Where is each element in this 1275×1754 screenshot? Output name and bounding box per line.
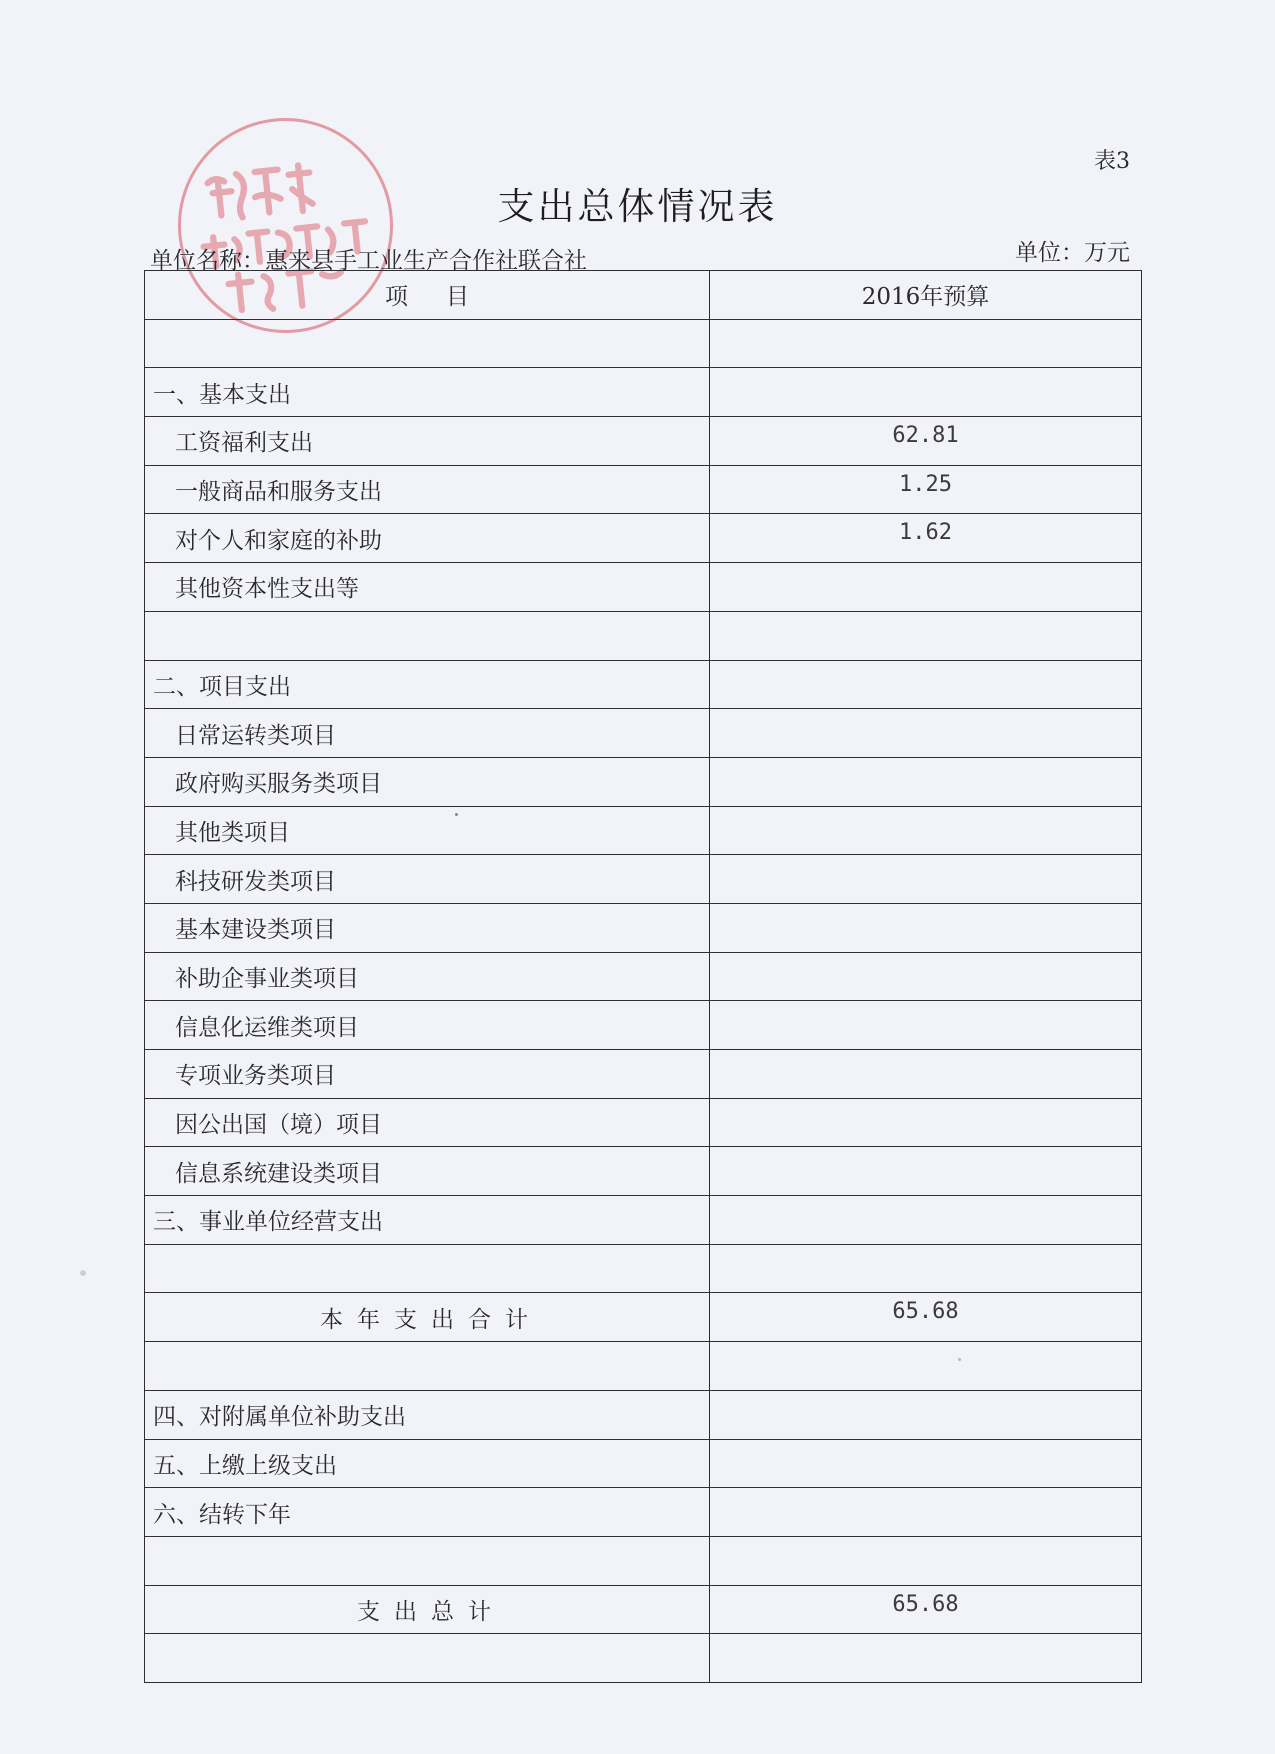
item-cell: 信息化运维类项目 <box>145 1001 710 1050</box>
table-row <box>145 417 1142 466</box>
item-cell <box>145 1536 710 1585</box>
organization-label: 单位名称：惠来县手工业生产合作社联合社 <box>150 248 587 274</box>
item-cell <box>145 1634 710 1683</box>
value-cell <box>710 1244 1142 1293</box>
item-cell: 一般商品和服务支出 <box>145 465 710 514</box>
value-cell <box>710 1196 1142 1245</box>
table-number: 表3 <box>1094 149 1130 174</box>
value-cell <box>710 1488 1142 1537</box>
table-row <box>145 514 1142 563</box>
item-cell <box>145 319 710 368</box>
item-cell: 四、对附属单位补助支出 <box>145 1390 710 1439</box>
table-row <box>145 1147 1142 1196</box>
table-row <box>145 1488 1142 1537</box>
table-row <box>145 903 1142 952</box>
value-cell <box>710 903 1142 952</box>
value-cell <box>710 660 1142 709</box>
item-cell: 信息系统建设类项目 <box>145 1147 710 1196</box>
grand-total-label-cell: 支出总计 <box>145 1585 710 1634</box>
item-cell: 基本建设类项目 <box>145 903 710 952</box>
table-row <box>145 1098 1142 1147</box>
item-cell: 六、结转下年 <box>145 1488 710 1537</box>
item-cell: 补助企事业类项目 <box>145 952 710 1001</box>
scan-speck <box>958 1358 961 1361</box>
scan-speck <box>455 813 458 816</box>
value-cell <box>710 855 1142 904</box>
table-row <box>145 806 1142 855</box>
item-cell: 一、基本支出 <box>145 368 710 417</box>
item-cell: 二、项目支出 <box>145 660 710 709</box>
table-row <box>145 757 1142 806</box>
value-cell <box>710 1147 1142 1196</box>
value-cell <box>710 1342 1142 1391</box>
table-row <box>145 1536 1142 1585</box>
table-row <box>145 368 1142 417</box>
table-row <box>145 465 1142 514</box>
item-cell: 专项业务类项目 <box>145 1050 710 1099</box>
value-cell <box>710 1098 1142 1147</box>
table-row <box>145 563 1142 612</box>
item-cell: 工资福利支出 <box>145 417 710 466</box>
table-row <box>145 855 1142 904</box>
item-cell: 科技研发类项目 <box>145 855 710 904</box>
table-header-row <box>145 271 1142 320</box>
value-cell <box>710 709 1142 758</box>
item-cell: 其他类项目 <box>145 806 710 855</box>
value-cell <box>710 1439 1142 1488</box>
value-cell <box>710 757 1142 806</box>
value-cell <box>710 806 1142 855</box>
value-cell <box>710 611 1142 660</box>
item-cell <box>145 611 710 660</box>
table-row <box>145 1196 1142 1245</box>
value-cell: 62.81 <box>710 417 1142 466</box>
item-cell: 政府购买服务类项目 <box>145 757 710 806</box>
item-cell <box>145 1244 710 1293</box>
table-row <box>145 1634 1142 1683</box>
table-row <box>145 319 1142 368</box>
table-row <box>145 1342 1142 1391</box>
item-cell: 其他资本性支出等 <box>145 563 710 612</box>
table-row <box>145 1439 1142 1488</box>
value-cell <box>710 1634 1142 1683</box>
table-row <box>145 1001 1142 1050</box>
value-cell <box>710 1390 1142 1439</box>
table-row <box>145 611 1142 660</box>
subtotal-value-cell: 65.68 <box>710 1293 1142 1342</box>
value-cell <box>710 563 1142 612</box>
unit-label: 单位：万元 <box>1015 240 1130 266</box>
table-row <box>145 1050 1142 1099</box>
item-cell: 因公出国（境）项目 <box>145 1098 710 1147</box>
subtotal-label-cell: 本年支出合计 <box>145 1293 710 1342</box>
item-cell: 三、事业单位经营支出 <box>145 1196 710 1245</box>
table-row <box>145 952 1142 1001</box>
value-cell: 1.25 <box>710 465 1142 514</box>
item-cell: 五、上缴上级支出 <box>145 1439 710 1488</box>
table-row <box>145 1585 1142 1634</box>
expenditure-table <box>144 270 1142 1683</box>
item-cell <box>145 1342 710 1391</box>
grand-total-value-cell: 65.68 <box>710 1585 1142 1634</box>
page-title: 支出总体情况表 <box>497 185 778 228</box>
value-cell: 1.62 <box>710 514 1142 563</box>
scan-speck <box>80 1270 86 1276</box>
table-row <box>145 709 1142 758</box>
column-header-budget: 2016年预算 <box>710 271 1142 320</box>
value-cell <box>710 368 1142 417</box>
column-header-item: 项目 <box>145 271 710 320</box>
table-row <box>145 1293 1142 1342</box>
table-row <box>145 1244 1142 1293</box>
table-row <box>145 660 1142 709</box>
item-cell: 对个人和家庭的补助 <box>145 514 710 563</box>
item-cell: 日常运转类项目 <box>145 709 710 758</box>
value-cell <box>710 319 1142 368</box>
table-row <box>145 1390 1142 1439</box>
value-cell <box>710 1536 1142 1585</box>
value-cell <box>710 1001 1142 1050</box>
value-cell <box>710 952 1142 1001</box>
value-cell <box>710 1050 1142 1099</box>
